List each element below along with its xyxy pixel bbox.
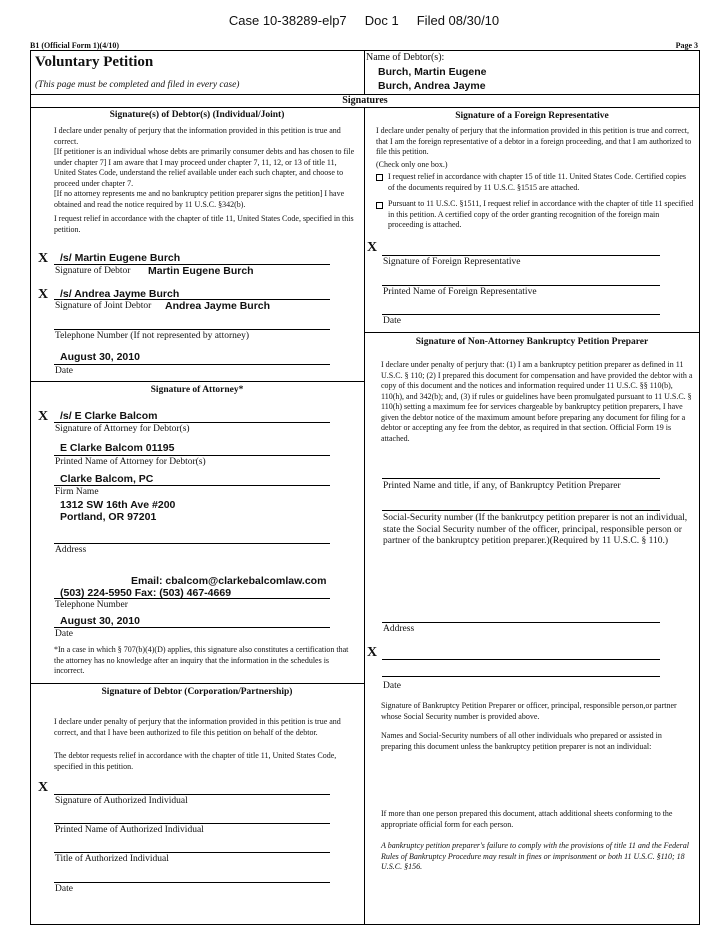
attorney-phone: (503) 224-5950 Fax: (503) 467-4669 xyxy=(60,587,232,599)
debtor-name-2: Burch, Andrea Jayme xyxy=(378,80,486,92)
debtor-name-1: Burch, Martin Eugene xyxy=(378,66,487,78)
joint-sig-label: Signature of Joint Debtor xyxy=(55,301,152,311)
attorney-date-label: Date xyxy=(55,629,73,639)
preparer-address-label: Address xyxy=(383,624,415,634)
authorized-sig-label: Signature of Authorized Individual xyxy=(55,796,188,806)
attorney-email: Email: cbalcom@clarkebalcomlaw.com xyxy=(131,575,327,587)
debtor-date-label: Date xyxy=(55,366,73,376)
corporation-declaration: I declare under penalty of perjury that the information provided in this petition is true and correct, and that I have been authorized to file this petition on behalf of the debtor. xyxy=(54,717,341,737)
telephone-label: Telephone Number (If not represented by attorney) xyxy=(55,331,250,341)
attorney-sig-label: Signature of Attorney for Debtor(s) xyxy=(55,424,190,434)
form-id: B1 (Official Form 1)(4/10) xyxy=(30,41,120,50)
firm-name-label: Firm Name xyxy=(55,487,99,497)
preparer-declaration: I declare under penalty of perjury that: (1) I am a bankruptcy petition preparer as defined in 11 U.S.C. § 110; (2) I prepared this document for compensation and have provided the debtor with a copy of this document and the notices and information required under 11 U.S.C. §§ 110(b), 110(h), and 342(b); and, (3) if rules or guidelines have been promulgated pursuant to 11 U.S.C. § 110(h) setting a maximum fee for services chargeable by bankruptcy petition preparers, I have given the debtor notice of the maximum amount before preparing any document for filing for a debtor or accepting any fee from the debtor, as required in that section. Official Form 19 is attached. xyxy=(381,360,693,443)
case-stamp: Case 10-38289-elp7 Doc 1 Filed 08/30/10 xyxy=(228,13,500,28)
foreign-sig-label: Signature of Foreign Representative xyxy=(383,257,521,267)
authorized-name-label: Printed Name of Authorized Individual xyxy=(55,825,204,835)
debtor-name-label: Name of Debtor(s): xyxy=(366,52,445,63)
recognition-checkbox[interactable] xyxy=(376,202,383,209)
x-mark: X xyxy=(38,251,49,266)
form-note: (This page must be completed and filed in every case) xyxy=(35,80,240,90)
x-mark: X xyxy=(367,645,378,660)
individual-request: I request relief in accordance with the chapter of title 11, United States Code, specified in this petition. xyxy=(54,214,354,234)
debtor-date[interactable]: August 30, 2010 xyxy=(60,351,140,363)
debtor-printed-name: Martin Eugene Burch xyxy=(148,265,254,277)
joint-debtor-signature[interactable]: /s/ Andrea Jayme Burch xyxy=(60,288,180,300)
debtor-sig-label: Signature of Debtor xyxy=(55,266,131,276)
authorized-date-label: Date xyxy=(55,884,73,894)
x-mark: X xyxy=(38,409,49,424)
preparer-sig-label: Signature of Bankruptcy Petition Preparer or officer, principal, responsible person,or partner whose Social Security number is provided above. xyxy=(381,701,677,721)
option-chapter15: I request relief in accordance with chapter 15 of title 11. United States Code. Certified copies of the documents required by 11 U.S.C. §1515 are attached. xyxy=(388,172,687,192)
attorney-signature[interactable]: /s/ E Clarke Balcom xyxy=(60,410,158,422)
corporation-sig-heading: Signature of Debtor (Corporation/Partnership) xyxy=(101,687,293,697)
foreign-date-label: Date xyxy=(383,316,401,326)
option-recognition: Pursuant to 11 U.S.C. §1511, I request relief in accordance with the chapter of title 11 specified in this petition. A certified copy of the order granting recognition of the foreign main proceeding is attached. xyxy=(388,199,694,229)
x-mark: X xyxy=(367,240,378,255)
preparer-warning: A bankruptcy petition preparer's failure to comply with the provisions of title 11 and the Federal Rules of Bankruptcy Procedure may result in fines or imprisonment or both 11 U.S.C. §110; 18 U.S.C. §156. xyxy=(381,841,689,871)
joint-printed-name: Andrea Jayme Burch xyxy=(165,300,271,312)
x-mark: X xyxy=(38,287,49,302)
form-title: Voluntary Petition xyxy=(35,54,154,70)
x-mark: X xyxy=(38,780,49,795)
individual-sig-heading: Signature(s) of Debtor(s) (Individual/Joint) xyxy=(109,110,285,120)
other-preparers-text: Names and Social-Security numbers of all other individuals who prepared or assisted in preparing this document unless the bankruptcy petition preparer is not an individual: xyxy=(381,731,662,751)
debtor-signature[interactable]: /s/ Martin Eugene Burch xyxy=(60,252,181,264)
preparer-heading: Signature of Non-Attorney Bankruptcy Petition Preparer xyxy=(415,337,649,347)
phone-number-label: Telephone Number xyxy=(55,600,128,610)
additional-sheets-text: If more than one person prepared this document, attach additional sheets conforming to the appropriate official form for each person. xyxy=(381,809,673,829)
attorney-sig-heading: Signature of Attorney* xyxy=(150,385,244,395)
preparer-date-label: Date xyxy=(383,681,401,691)
firm-name: Clarke Balcom, PC xyxy=(60,473,154,485)
chapter15-checkbox[interactable] xyxy=(376,174,383,181)
corporation-request: The debtor requests relief in accordance with the chapter of title 11, United States Code, specified in this petition. xyxy=(54,751,337,771)
firm-address-1: 1312 SW 16th Ave #200 xyxy=(60,499,176,511)
attorney-name-label: Printed Name of Attorney for Debtor(s) xyxy=(55,457,206,467)
foreign-rep-declaration: I declare under penalty of perjury that the information provided in this petition is true and correct, that I am the foreign representative of a debtor in a foreign proceeding, and that I am authorized to file this petition. xyxy=(376,126,692,156)
attorney-date[interactable]: August 30, 2010 xyxy=(60,615,140,627)
signatures-heading: Signatures xyxy=(342,95,388,106)
foreign-rep-heading: Signature of a Foreign Representative xyxy=(455,111,609,121)
preparer-name-label: Printed Name and title, if any, of Bankruptcy Petition Preparer xyxy=(383,481,621,491)
address-label: Address xyxy=(55,545,87,555)
individual-declaration: I declare under penalty of perjury that the information provided in this petition is true and correct. [If petitioner is an individual whose debts are primarily consumer debts and has chosen to file under chapter 7] I am aware that I may proceed under chapter 7, 11, 12, or 13 of title 11, United States Code, understand the relief available under each such chapter, and choose to proceed under chapter 7. [If no attorney represents me and no bankruptcy petition preparer signs the petition] I have obtained and read the notice required by 11 U.S.C. §342(b). xyxy=(54,126,355,209)
authorized-title-label: Title of Authorized Individual xyxy=(55,854,169,864)
foreign-name-label: Printed Name of Foreign Representative xyxy=(383,287,537,297)
attorney-footnote: *In a case in which § 707(b)(4)(D) applies, this signature also constitutes a certification that the attorney has no knowledge after an inquiry that the information in the schedules is incorrect. xyxy=(54,645,349,675)
preparer-ssn-label: Social-Security number (If the bankrutpcy petition preparer is not an individual, state the Social Security number of the officer, principal, responsible person or partner of the bankruptcy petition preparer.)(Required by 11 U.S.C. § 110.) xyxy=(383,513,688,546)
page-number: Page 3 xyxy=(675,41,698,50)
firm-address-2: Portland, OR 97201 xyxy=(60,511,157,523)
check-one-note: (Check only one box.) xyxy=(376,160,448,169)
attorney-printed-name: E Clarke Balcom 01195 xyxy=(60,442,175,454)
